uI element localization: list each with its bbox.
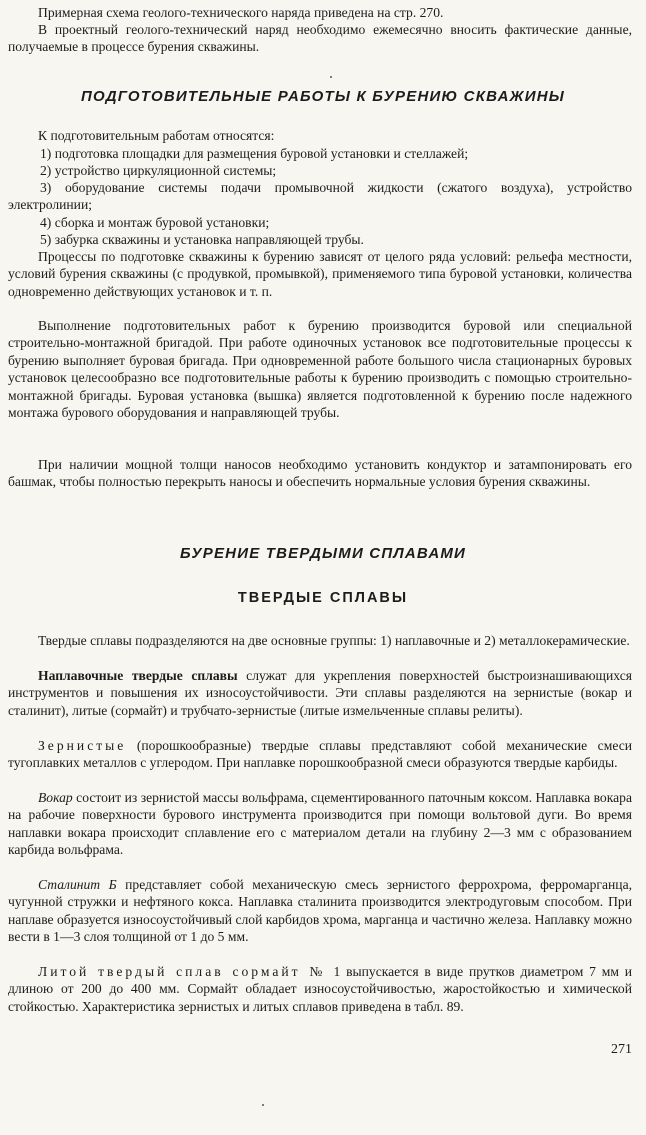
paragraph-processes: Процессы по подготовке скважины к бурению зависят от целого ряда условий: рельефа местности, условий бурения скважины (с продувкой, промывкой), применяемого типа буровой установки, количества одновременно действующих установок и т. п.	[8, 249, 632, 299]
paragraph-surfacing-alloys	[0, 667, 646, 719]
list-item: 3) оборудование системы подачи промывочной жидкости (сжатого воздуха), устройство электролинии;	[8, 180, 632, 213]
section-title-hard-alloys-drilling: БУРЕНИЕ ТВЕРДЫМИ СПЛАВАМИ	[179, 545, 467, 562]
page-number: 271	[611, 1042, 632, 1057]
section-title-preparatory: ПОДГОТОВИТЕЛЬНЫЕ РАБОТЫ К БУРЕНИЮ СКВАЖИНЫ	[81, 88, 565, 105]
paragraph-text: (порошкообразные) твердые сплавы представляют собой механические смеси тугоплавких металлов с углеродом. При наплавке порошкообразной смеси образуются твердые карбиды.	[8, 738, 632, 771]
speck	[262, 1104, 264, 1106]
intro-line-1: Примерная схема геолого-технического наряда приведена на стр. 270.	[38, 5, 444, 20]
list-item: 4) сборка и монтаж буровой установки;	[40, 215, 270, 230]
paragraph-alloy-groups: Твердые сплавы подразделяются на две основные группы: 1) наплавочные и 2) металлокерамические.	[38, 633, 630, 648]
paragraph-text: состоит из зернистой массы вольфрама, сцементированного паточным коксом. Наплавка вокара на рабочие поверхности бурового инструмента производится при помощи вольтовой дуги. Во время наплавки вокара происходит сплавление его с материалом детали на глубину 2—3 мм с образованием карбида вольфрама.	[8, 790, 632, 858]
paragraph-text: служат для укрепления поверхностей быстроизнашивающихся инструментов и повышения их износоустойчивости. Эти сплавы разделяются на зернистые (вокар и сталинит), литые (сормайт) и трубчато-зернистые (литые измельченные сплавы релиты).	[8, 668, 632, 718]
paragraph-sormite	[0, 963, 646, 1015]
paragraph-vokar	[0, 789, 646, 859]
intro-paragraph: В проектный геолого-технический наряд необходимо ежемесячно вносить фактические данные, получаемые в процессе бурения скважины.	[8, 22, 632, 55]
term-vokar: Вокар	[38, 790, 73, 805]
preparatory-lead: К подготовительным работам относятся:	[38, 128, 275, 143]
paragraph-granular	[0, 737, 646, 772]
list-item: 1) подготовка площадки для размещения буровой установки и стеллажей;	[40, 146, 469, 161]
paragraph-execution: Выполнение подготовительных работ к бурению производится буровой или специальной строительно-монтажной бригадой. При работе одиночных установок все подготовительные процессы к бурению выполняет буровая бригада. При одновременной работе большого числа стационарных буровых установок целесообразно все подготовительные работы к бурению производить с помощью строительно-монтажной бригады. Буровая установка (вышка) является подготовленной к бурению после надежного монтажа бурового оборудования и направляющей трубы.	[8, 318, 632, 421]
term-sormite: Литой твердый сплав сормайт №	[38, 964, 328, 979]
paragraph-text: представляет собой механическую смесь зернистого феррохрома, ферромарганца, чугунной стружки и нефтяного кокса. Наплавка сталинита производится электродуговым способом. При наплаве образуется износоустойчивый слой карбидов хрома, марганца и частично железа. Наплавку можно вести в 1—3 слоя толщиной от 1 до 5 мм.	[8, 877, 633, 945]
term-granular: Зернистые	[38, 738, 127, 753]
list-item: 2) устройство циркуляционной системы;	[40, 163, 277, 178]
separator-dot	[330, 76, 332, 78]
paragraph-stalinit	[0, 876, 646, 946]
list-item: 5) забурка скважины и установка направляющей трубы.	[40, 232, 364, 247]
term-surfacing-alloys: Наплавочные твердые сплавы	[38, 668, 238, 683]
paragraph-text: 1 выпускается в виде прутков диаметром 7 мм и длиною от 200 до 400 мм. Сормайт обладает износоустойчивостью, жаростойкостью и химической стойкостью. Характеристика зернистых и литых сплавов приведена в табл. 89.	[8, 964, 632, 1014]
subsection-title-hard-alloys: ТВЕРДЫЕ СПЛАВЫ	[237, 590, 409, 606]
term-stalinit: Сталинит Б	[38, 877, 117, 892]
paragraph-conductor: При наличии мощной толщи наносов необходимо установить кондуктор и затампонировать его башмак, чтобы полностью перекрыть наносы и обеспечить нормальные условия бурения скважины.	[8, 457, 632, 490]
